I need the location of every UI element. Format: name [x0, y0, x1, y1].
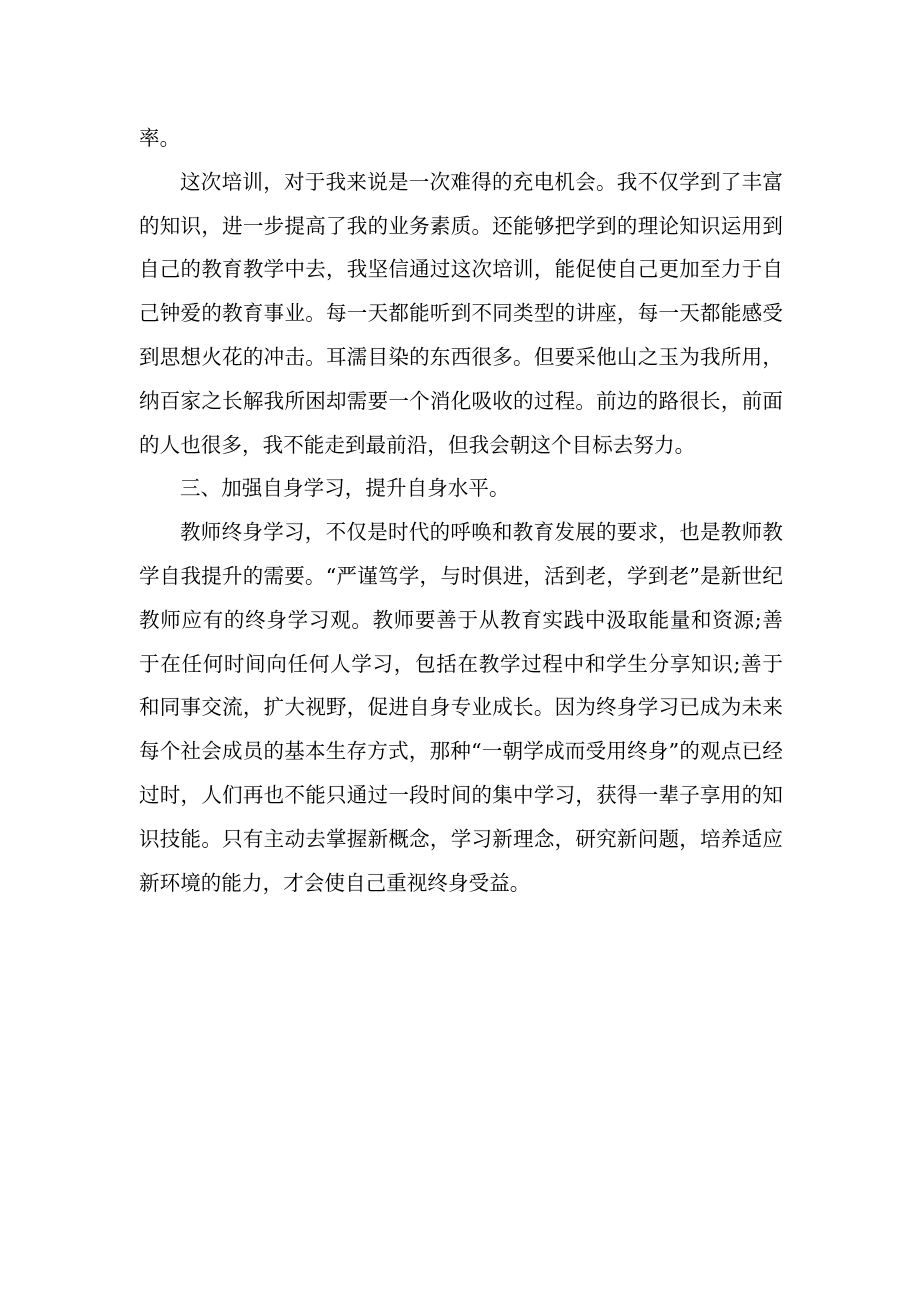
- paragraph-training-reflection: 这次培训，对于我来说是一次难得的充电机会。我不仅学到了丰富的知识，进一步提高了我的业务素质。还能够把学到的理论知识运用到自己的教育教学中去，我坚信通过这次培训，能促使自己更加至力于自己钟爱的教育事业。每一天都能听到不同类型的讲座，每一天都能感受到思想火花的冲击。耳濡目染的东西很多。但要采他山之玉为我所用，纳百家之长解我所困却需要一个消化吸收的过程。前边的路很长，前面的人也很多，我不能走到最前沿，但我会朝这个目标去努力。: [139, 169, 783, 457]
- paragraph-lifelong-learning: 教师终身学习，不仅是时代的呼唤和教育发展的要求，也是教师教学自我提升的需要。“严谨笃学，与时俱进，活到老，学到老”是新世纪教师应有的终身学习观。教师要善于从教育实践中汲取能量和资源;善于在任何时间向任何人学习，包括在教学过程中和学生分享知识;善于和同事交流，扩大视野，促进自身专业成长。因为终身学习已成为未来每个社会成员的基本生存方式，那种“一朝学成而受用终身”的观点已经过时，人们再也不能只通过一段时间的集中学习，获得一辈子享用的知识技能。只有主动去掌握新概念，学习新理念，研究新问题，培养适应新环境的能力，才会使自己重视终身受益。: [139, 520, 783, 895]
- section-heading-self-study: 三、加强自身学习，提升自身水平。: [180, 476, 510, 501]
- paragraph-continuation: 率。: [139, 126, 181, 150]
- document-body: [139, 117, 783, 905]
